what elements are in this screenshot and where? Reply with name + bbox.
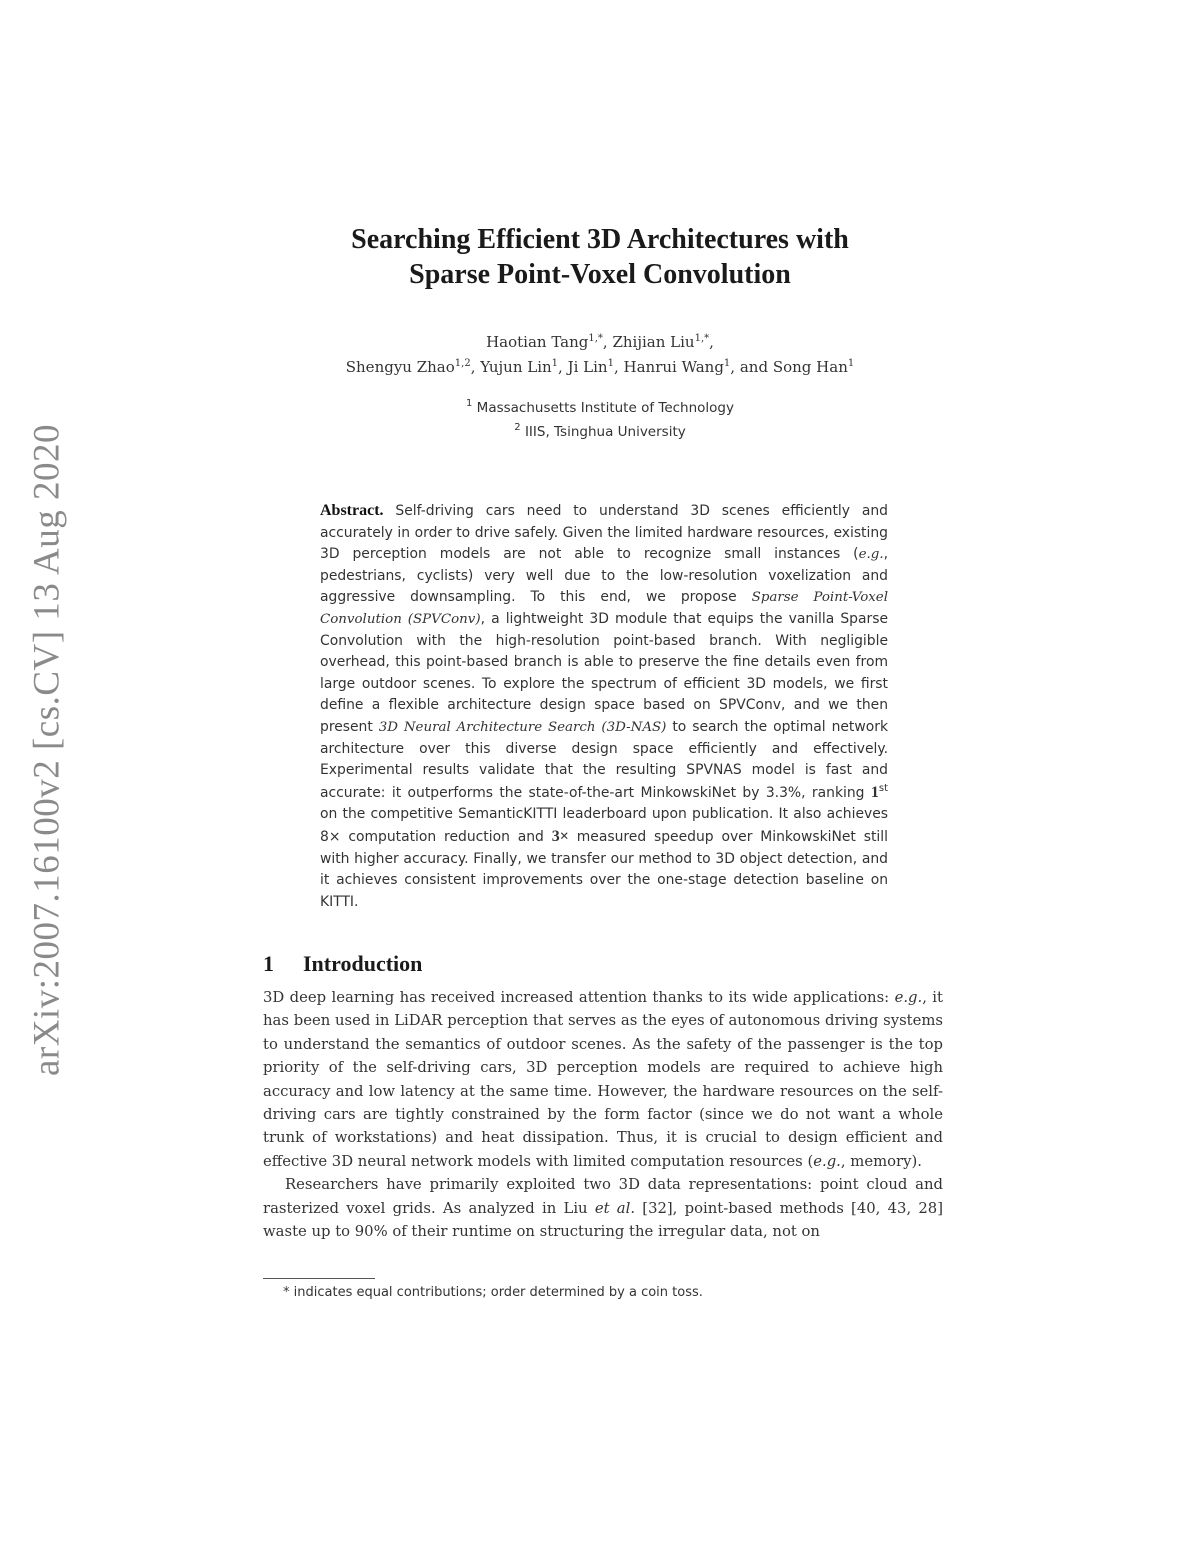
author-name: Yujun Lin — [480, 358, 552, 376]
author-affil-mark: 1 — [551, 358, 559, 369]
affiliation-list — [0, 396, 1200, 444]
author-affil-mark: 1 — [607, 358, 614, 369]
section-number: 1 — [263, 951, 274, 976]
author-name: Ji Lin — [567, 358, 608, 376]
author-name: Song Han — [772, 358, 848, 376]
section-title: Introduction — [303, 951, 423, 976]
affiliation — [0, 420, 1200, 444]
author-name: Hanrui Wang — [623, 358, 724, 376]
author-line-2: Shengyu Zhao$^{1,2}$, Yujun Lin$^1$, Ji Lin$^1$, Hanrui Wang$^1$, and Song Han$^1$ — [345, 358, 855, 376]
author-affil-mark: 1,2 — [454, 358, 471, 369]
section-heading — [263, 951, 422, 977]
paper-title — [0, 222, 1200, 292]
affiliation — [0, 396, 1200, 420]
rank-number: 1 — [870, 783, 879, 801]
title-line-1: Searching Efficient 3D Architectures with — [351, 224, 849, 255]
footnote-mark: * — [283, 1285, 290, 1300]
affiliation-number: 2 — [514, 422, 521, 433]
rank-suffix: st — [878, 782, 888, 794]
arxiv-identifier: arXiv:2007.16100v2 [cs.CV] 13 Aug 2020 — [26, 423, 68, 1077]
intro-paragraph: 3D deep learning has received increased attention thanks to its wide applications: e.g., it has been used in LiDAR perception that serves as the eyes of autonomous driving systems to understand the semantics of outdoor scenes. As the safety of the passenger is the top priority of the self-driving cars, 3D perception models are required to achieve high accuracy and low latency at the same time. However, the hardware resources on the self-driving cars are tightly constrained by the form factor (since we do not want a whole trunk of workstations) and heat dissipation. Thus, it is crucial to design efficient and effective 3D neural network models with limited computation resources (e.g., memory). — [263, 989, 943, 1170]
term-spvconv: Sparse Point-Voxel Convolution (SPVConv) — [320, 590, 889, 627]
speedup-value: 3× — [551, 827, 569, 845]
term-3d-nas: 3D Neural Architecture Search (3D-NAS) — [378, 719, 667, 735]
affiliation-name: IIIS, Tsinghua University — [524, 424, 686, 440]
author-affil-mark: 1,* — [588, 333, 603, 344]
abstract-label: Abstract. — [320, 502, 384, 519]
authors-and: and — [739, 358, 769, 376]
author-name: Zhijian Liu — [612, 333, 695, 351]
affiliation-name: Massachusetts Institute of Technology — [476, 400, 734, 416]
introduction-body — [263, 986, 943, 1243]
footnote-rule — [263, 1278, 375, 1279]
intro-paragraph: Researchers have primarily exploited two 3D data representations: point cloud and rasterized voxel grids. As analyzed in Liu et al. [32], point-based methods [40, 43, 28] waste up to 90% of their runtime on structuring the irregular data, not on — [263, 1176, 943, 1241]
author-affil-mark: 1 — [847, 358, 855, 369]
title-line-2: Sparse Point-Voxel Convolution — [409, 259, 791, 290]
affiliation-number: 1 — [466, 398, 473, 409]
footnote-text: indicates equal contributions; order determined by a coin toss. — [293, 1285, 703, 1300]
author-list — [0, 330, 1200, 380]
author-line-1: Haotian Tang$^{1,*}$, Zhijian Liu$^{1,*}$, — [486, 333, 714, 351]
author-affil-mark: 1,* — [694, 333, 710, 344]
footnote — [283, 1285, 703, 1300]
author-name: Haotian Tang — [486, 333, 589, 351]
author-name: Shengyu Zhao — [345, 358, 455, 376]
author-affil-mark: 1 — [723, 358, 731, 369]
abstract: Abstract. Self-driving cars need to understand 3D scenes efficiently and accurately in order to drive safely. Given the limited hardware resources, existing 3D perception models are not able to recognize small instances (e.g., pedestrians, cyclists) very well due to the low-resolution voxelization and aggressive downsampling. To this end, we propose Sparse Point-Voxel Convolution (SPVConv), a lightweight 3D module that equips the vanilla Sparse Convolution with the high-resolution point-based branch. With negligible overhead, this point-based branch is able to preserve the fine details even from large outdoor scenes. To explore the spectrum of efficient 3D models, we first define a flexible architecture design space based on SPVConv, and we then present 3D Neural Architecture Search (3D-NAS) to search the optimal network architecture over this diverse design space efficiently and effectively. Experimental results validate that the resulting SPVNAS model is fast and accurate: it outperforms the state-of-the-art MinkowskiNet by 3.3%, ranking 1st on the competitive SemanticKITTI leaderboard upon publication. It also achieves 8× computation reduction and 3× measured speedup over MinkowskiNet still with higher accuracy. Finally, we transfer our method to 3D object detection, and it achieves consistent improvements over the one-stage detection baseline on KITTI. — [320, 502, 889, 910]
